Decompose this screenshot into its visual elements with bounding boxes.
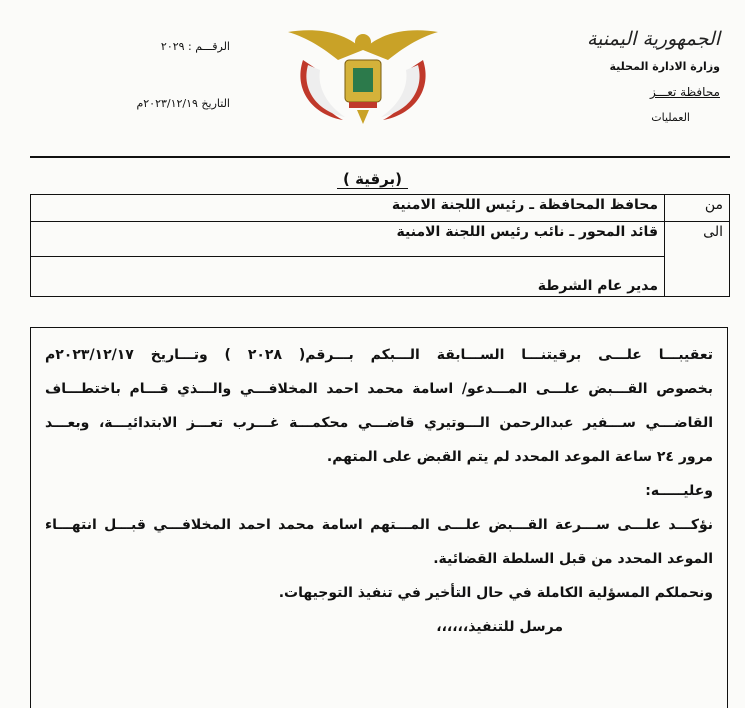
- closing-line: مرسل للتنفيذ،،،،،،: [436, 619, 563, 635]
- ministry-name: وزارة الادارة المحلية: [609, 60, 720, 73]
- body-line: تعقيبـــا علـــى برقيتنـــا الســـابقة الـــبكم بـــرقم( ٢٠٢٨ ) وتـــاريخ ٢٠٢٣/١٢/١٧م: [45, 347, 714, 363]
- yemen-eagle-emblem-icon: [283, 20, 443, 130]
- body-line: الموعد المحدد من قبل السلطة القضائية.: [433, 551, 713, 567]
- body-line: القاضـــي ســـفير عبدالرحمن الـــوتيري قاضـــي محكمـــة غـــرب تعـــز الابتدائيـــة، وبعـــد: [45, 415, 713, 431]
- to-row-secondary: [31, 257, 730, 297]
- routing-table: [30, 194, 730, 297]
- body-line: نؤكـــد علـــى ســـرعة القـــبض علـــى المـــتهم اسامة محمد احمد المخلافـــي قبـــل انتهـــاء: [45, 517, 713, 533]
- document-title: (برقية ): [0, 170, 745, 188]
- department-name: العمليات: [651, 111, 690, 124]
- body-line: ونحملكم المسؤلية الكاملة في حال التأخير في تنفيذ التوجيهات.: [278, 585, 713, 601]
- from-label: من: [665, 195, 730, 222]
- header-divider: [30, 156, 730, 158]
- body-line: وعليـــــه:: [645, 483, 713, 499]
- reference-number: الرقـــم : ٢٠٢٩: [160, 40, 230, 53]
- message-body: [30, 327, 728, 708]
- reference-block: [70, 40, 230, 110]
- to-value-primary: قائد المحور ـ نائب رئيس اللجنة الامنية: [31, 222, 665, 257]
- letterhead-right: [540, 28, 720, 124]
- from-row: [31, 195, 730, 222]
- to-value-secondary: مدير عام الشرطة: [31, 257, 665, 297]
- to-label: الى: [665, 222, 730, 297]
- reference-date: التاريخ ٢٠٢٣/١٢/١٩م: [136, 97, 230, 110]
- governorate-name: محافظة تعـــز: [650, 85, 720, 99]
- republic-name: الجمهورية اليمنية: [586, 28, 720, 50]
- to-row: [31, 222, 730, 257]
- body-line: بخصوص القـــبض علـــى المـــدعو/ اسامة محمد احمد المخلافـــي والـــذي قـــام باختطـــاف: [45, 381, 713, 397]
- from-value: محافظ المحافظة ـ رئيس اللجنة الامنية: [31, 195, 665, 222]
- body-line: مرور ٢٤ ساعة الموعد المحدد لم يتم القبض على المتهم.: [326, 449, 713, 465]
